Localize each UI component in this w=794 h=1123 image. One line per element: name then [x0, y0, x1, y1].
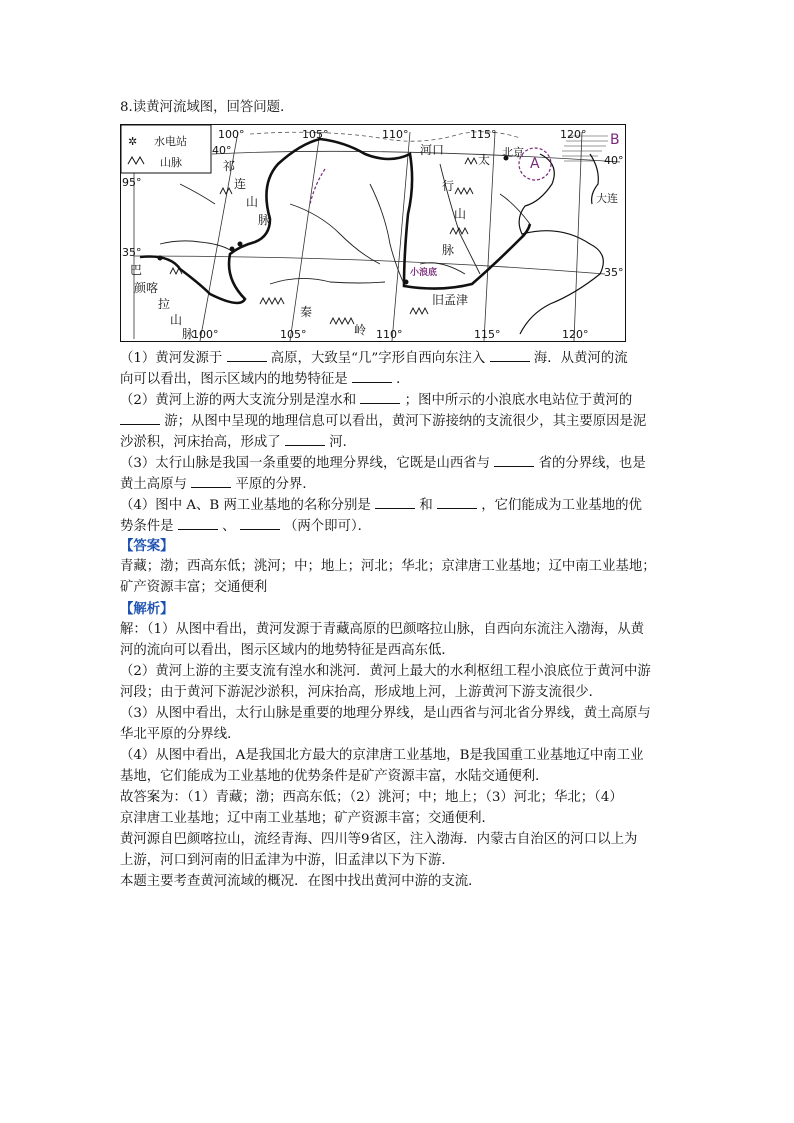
question-line: 沙淤积，河床抬高，形成了 河．: [120, 431, 356, 453]
place-jiumengjin: 旧孟津: [432, 293, 469, 307]
analysis-heading: 【解析】: [120, 601, 174, 617]
question-line: （4）图中 A、B 两工业基地的名称分别是 和 ，它们能成为工业基地的优: [120, 494, 642, 516]
analysis-line: 黄河源自巴颜喀拉山，流经青海、四川等9省区，注入渤海．内蒙古自治区的河口以上为: [120, 832, 638, 847]
place-beijing: 北京: [502, 146, 524, 159]
mountain-qilian-1: 祁: [223, 159, 236, 173]
answer-line: 矿产资源丰富；交通便利: [120, 580, 268, 595]
question-line: 黄土高原与 平原的分界．: [120, 473, 316, 495]
mountain-qilian-2: 连: [234, 177, 247, 191]
map-legend: [121, 125, 211, 173]
answer-blank[interactable]: [227, 347, 267, 362]
mountain-qilian-4: 脉: [258, 213, 271, 227]
answer-blank[interactable]: [360, 389, 400, 404]
question-title: 8.读黄河流域图，回答问题．: [120, 100, 294, 115]
yellow-river-basin-map: [120, 124, 626, 342]
place-xiaolangdi: 小浪底: [410, 268, 438, 278]
answer-blank[interactable]: [285, 431, 325, 446]
question-line: 势条件是 、 （两个即可）．: [120, 515, 371, 537]
mountain-bayankala-1: 巴: [130, 263, 143, 277]
lat-35-right: 35°: [604, 266, 624, 279]
mountain-bayankala-5: 山: [170, 313, 183, 327]
legend-mountain-label: 山脉: [160, 156, 182, 169]
lat-40-right: 40°: [604, 154, 624, 167]
mountain-bayankala-2: 颜: [134, 281, 147, 295]
place-hekou: 河口: [420, 143, 445, 157]
analysis-line: 故答案为：（1）青藏；渤；西高东低；（2）洮河；中；地上；（3）河北；华北；（4）: [120, 790, 623, 805]
lat-35-left: 35°: [122, 246, 142, 259]
answer-blank[interactable]: [120, 410, 160, 425]
lon-top-105: 105°: [302, 128, 329, 141]
analysis-line: 基地，它们能成为工业基地的优势条件是矿产资源丰富，水陆交通便利．: [120, 769, 549, 784]
lon-95: 95°: [122, 176, 142, 189]
mountain-taihang-2: 行: [442, 179, 455, 193]
answer-blank[interactable]: [191, 473, 231, 488]
analysis-line: 本题主要考查黄河流域的概况．在图中找出黄河中游的支流．: [120, 874, 482, 889]
lon-bottom-100: 100°: [192, 328, 219, 341]
label-a: A: [530, 156, 540, 172]
mountain-taihang-3: 山: [454, 207, 467, 221]
analysis-line: （2）黄河上游的主要支流有湟水和洮河．黄河上最大的水利枢纽工程小浪底位于黄河中游: [120, 664, 651, 679]
answer-blank[interactable]: [437, 494, 477, 509]
answer-blank[interactable]: [490, 347, 530, 362]
analysis-line: 上游，河口到河南的旧孟津为中游，旧孟津以下为下游．: [120, 853, 455, 868]
question-line: 游；从图中呈现的地理信息可以看出，黄河下游接纳的支流很少，其主要原因是泥: [120, 410, 646, 432]
lon-top-100: 100°: [218, 128, 245, 141]
analysis-line: 解：（1）从图中看出，黄河发源于青藏高原的巴颜喀拉山脉，自西向东流注入渤海，从黄: [120, 622, 645, 637]
question-line: （1）黄河发源于 高原，大致呈“几”字形自西向东注入 海．从黄河的流: [120, 347, 628, 369]
mountain-qilian-3: 山: [246, 195, 259, 209]
analysis-line: 京津唐工业基地；辽中南工业基地；矿产资源丰富；交通便利．: [120, 811, 495, 826]
lon-bottom-115: 115°: [474, 328, 501, 341]
mountain-bayankala-6: 脉: [182, 327, 195, 341]
question-line: （2）黄河上游的两大支流分别是湟水和 ；图中所示的小浪底水电站位于黄河的: [120, 389, 632, 411]
analysis-line: 河段；由于黄河下游泥沙淤积，河床抬高，形成地上河，上游黄河下游支流很少．: [120, 685, 603, 700]
lon-top-115: 115°: [470, 128, 497, 141]
answer-blank[interactable]: [240, 515, 280, 530]
analysis-line: 河的流向可以看出，图示区域内的地势特征是西高东低．: [120, 643, 455, 658]
question-line: 向可以看出，图示区域内的地势特征是 ．: [120, 368, 410, 390]
question-line: （3）太行山脉是我国一条重要的地理分界线，它既是山西省与 省的分界线，也是: [120, 452, 646, 474]
mountain-bayankala-3: 喀: [146, 281, 159, 295]
answer-blank[interactable]: [375, 494, 415, 509]
place-dalian: 大连: [596, 192, 618, 205]
mountain-taihang-1: 太: [478, 153, 491, 167]
analysis-line: （4）从图中看出，A是我国北方最大的京津唐工业基地，B是我国重工业基地辽中南工业: [120, 748, 644, 763]
mountain-taihang-4: 脉: [442, 243, 455, 257]
answer-line: 青藏；渤；西高东低；洮河；中；地上；河北；华北；京津唐工业基地；辽中南工业基地；: [120, 559, 656, 574]
legend-hydro-label: 水电站: [154, 135, 187, 148]
svg-text:✲: ✲: [128, 135, 138, 148]
answer-blank[interactable]: [494, 452, 534, 467]
mountain-qinling-2: 岭: [354, 323, 367, 337]
answer-heading: 【答案】: [120, 538, 174, 554]
answer-blank[interactable]: [352, 368, 392, 383]
lon-bottom-105: 105°: [280, 328, 307, 341]
lon-bottom-120: 120°: [562, 328, 589, 341]
mountain-bayankala-4: 拉: [158, 297, 171, 311]
label-b: B: [610, 132, 620, 148]
mountain-qinling-1: 秦: [300, 305, 313, 319]
lat-40: 40°: [212, 144, 232, 157]
answer-blank[interactable]: [178, 515, 218, 530]
analysis-line: （3）从图中看出，太行山脉是重要的地理分界线，是山西省与河北省分界线，黄土高原与: [120, 706, 651, 721]
analysis-line: 华北平原的分界线．: [120, 727, 241, 742]
lon-bottom-110: 110°: [376, 328, 403, 341]
lon-top-110: 110°: [382, 128, 409, 141]
lon-top-120: 120°: [560, 128, 587, 141]
